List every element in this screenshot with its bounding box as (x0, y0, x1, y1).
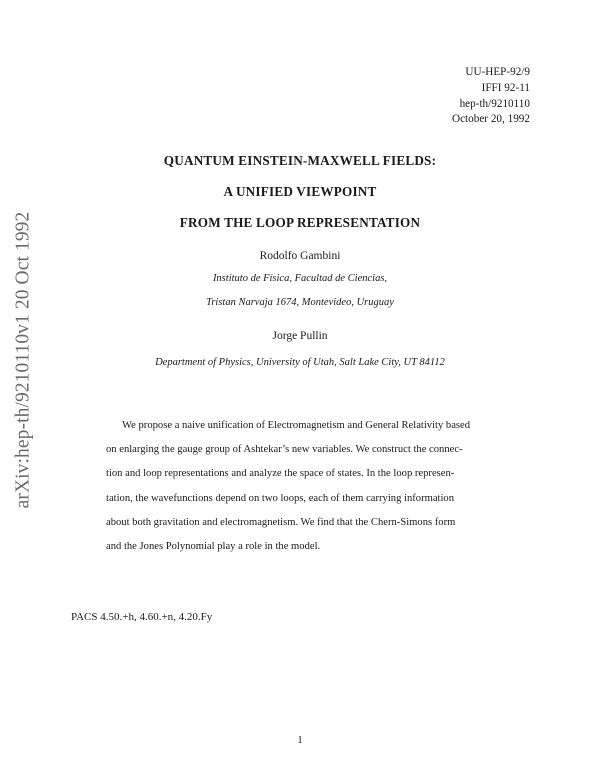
pacs-codes: PACS 4.50.+h, 4.60.+n, 4.20.Fy (71, 611, 213, 623)
abstract-line: tion and loop representations and analyze the space of states. In the loop represen- (106, 468, 455, 480)
author-name: Rodolfo Gambini (259, 250, 341, 262)
author-affiliation: Instituto de Física, Facultad de Ciencias, (212, 273, 388, 284)
abstract-line: tation, the wavefunctions depend on two loops, each of them carrying information (106, 492, 455, 504)
abstract (106, 414, 522, 559)
page-number: 1 (297, 734, 303, 746)
author-name: Jorge Pullin (272, 330, 328, 342)
report-number: UU-HEP-92/9 (465, 66, 530, 78)
abstract-line: We propose a naive unification of Electromagnetism and General Relativity based (122, 420, 471, 431)
paper-title (0, 153, 600, 246)
arxiv-id-text: arXiv:hep-th/9210110v1 20 Oct 1992 (12, 211, 34, 509)
report-date: October 20, 1992 (452, 113, 530, 126)
abstract-line: on enlarging the gauge group of Ashtekar’s new variables. We construct the connec- (106, 444, 463, 456)
title-line: QUANTUM EINSTEIN-MAXWELL FIELDS: (163, 153, 437, 168)
author-affiliation: Tristan Narvaja 1674, Montevideo, Uruguay (206, 297, 394, 308)
report-number: IFFI 92-11 (481, 81, 530, 94)
abstract-line: and the Jones Polynomial play a role in the model. (106, 541, 321, 553)
report-number: hep-th/9210110 (459, 97, 530, 110)
author-affiliation: Department of Physics, University of Utah, Salt Lake City, UT 84112 (155, 357, 445, 368)
title-line: FROM THE LOOP REPRESENTATION (179, 215, 421, 230)
title-line: A UNIFIED VIEWPOINT (223, 184, 377, 199)
abstract-line: about both gravitation and electromagnetism. We find that the Chern-Simons form (106, 516, 456, 528)
report-ids (452, 65, 530, 128)
